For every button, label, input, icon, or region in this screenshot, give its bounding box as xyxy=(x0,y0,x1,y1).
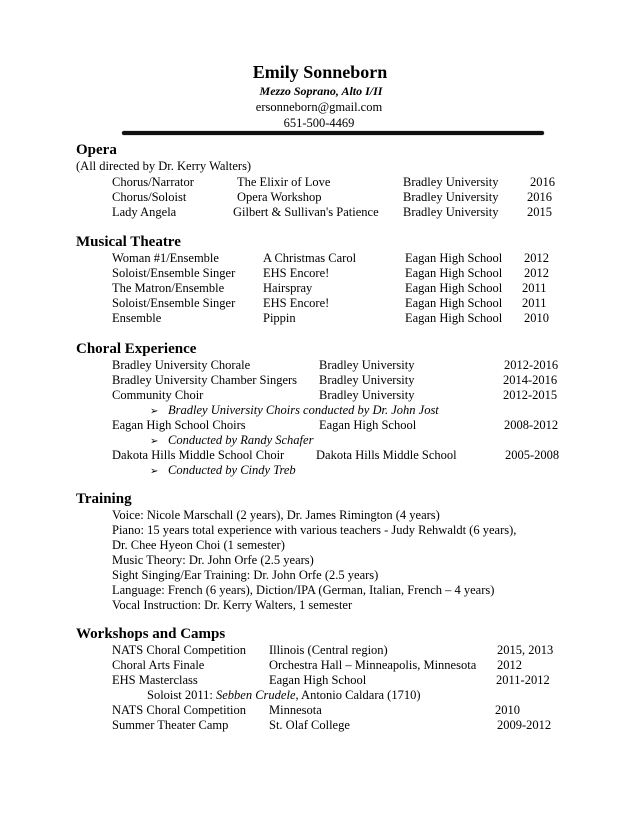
choral-venue: Bradley University xyxy=(319,358,415,372)
workshop-event: Choral Arts Finale xyxy=(112,658,205,672)
opera-year: 2016 xyxy=(530,175,555,189)
musical-role: Soloist/Ensemble Singer xyxy=(112,296,236,310)
choral-venue: Bradley University xyxy=(319,388,415,402)
choral-ensemble: Community Choir xyxy=(112,388,204,402)
choral-years: 2008-2012 xyxy=(504,418,559,432)
choral-venue: Bradley University xyxy=(319,373,415,387)
workshop-event: NATS Choral Competition xyxy=(112,703,247,717)
workshop-event: NATS Choral Competition xyxy=(112,643,247,657)
opera-venue: Bradley University xyxy=(403,190,499,204)
musical-venue: Eagan High School xyxy=(405,266,503,280)
musical-production: EHS Encore! xyxy=(263,266,330,280)
choral-note xyxy=(150,463,296,478)
training-line: Sight Singing/Ear Training: Dr. John Orfe (2.5 years) xyxy=(112,568,379,582)
musical-venue: Eagan High School xyxy=(405,311,503,325)
choral-years: 2005-2008 xyxy=(505,448,560,462)
opera-year: 2015 xyxy=(527,205,552,219)
musical-production: Hairspray xyxy=(263,281,313,295)
musical-production: EHS Encore! xyxy=(263,296,330,310)
section-musical-theatre-heading: Musical Theatre xyxy=(76,234,181,250)
choral-note xyxy=(150,403,439,418)
training-line: Dr. Chee Hyeon Choi (1 semester) xyxy=(112,538,285,552)
section-training-heading: Training xyxy=(76,491,132,507)
musical-production: Pippin xyxy=(263,311,296,325)
opera-subtitle: (All directed by Dr. Kerry Walters) xyxy=(76,159,252,173)
workshop-location: Illinois (Central region) xyxy=(269,643,388,657)
training-line: Language: French (6 years), Diction/IPA (German, Italian, French – 4 years) xyxy=(112,583,495,597)
section-opera-heading: Opera xyxy=(76,142,117,158)
workshop-years: 2015, 2013 xyxy=(497,643,554,657)
musical-venue: Eagan High School xyxy=(405,251,503,265)
opera-role: Chorus/Narrator xyxy=(112,175,194,189)
opera-role: Chorus/Soloist xyxy=(112,190,187,204)
musical-year: 2011 xyxy=(522,296,547,310)
section-workshops-heading: Workshops and Camps xyxy=(76,626,226,642)
workshop-years: 2010 xyxy=(495,703,520,717)
musical-year: 2012 xyxy=(524,251,549,265)
section-choral-heading: Choral Experience xyxy=(76,341,197,357)
choral-years: 2012-2016 xyxy=(504,358,559,372)
workshop-years: 2009-2012 xyxy=(497,718,552,732)
workshop-location: Orchestra Hall – Minneapolis, Minnesota xyxy=(269,658,477,672)
opera-role: Lady Angela xyxy=(112,205,177,219)
opera-venue: Bradley University xyxy=(403,175,499,189)
arrow-bullet-icon: ➢ xyxy=(150,436,159,447)
musical-role: Ensemble xyxy=(112,311,162,325)
workshop-location: St. Olaf College xyxy=(269,718,350,732)
choral-years: 2014-2016 xyxy=(503,373,558,387)
workshop-event: Summer Theater Camp xyxy=(112,718,229,732)
choral-ensemble: Dakota Hills Middle School Choir xyxy=(112,448,285,462)
musical-year: 2010 xyxy=(524,311,549,325)
soloist-piece: Sebben Crudele xyxy=(216,688,296,702)
training-line: Music Theory: Dr. John Orfe (2.5 years) xyxy=(112,553,314,567)
choral-note-text: Conducted by Cindy Treb xyxy=(168,463,296,477)
musical-year: 2011 xyxy=(522,281,547,295)
training-line: Piano: 15 years total experience with various teachers - Judy Rehwaldt (6 years), xyxy=(112,523,517,537)
phone-number: 651-500-4469 xyxy=(283,116,355,130)
email-address: ersonneborn@gmail.com xyxy=(255,100,383,114)
training-line: Vocal Instruction: Dr. Kerry Walters, 1 semester xyxy=(112,598,353,612)
opera-production: Opera Workshop xyxy=(237,190,322,204)
musical-year: 2012 xyxy=(524,266,549,280)
workshop-years: 2012 xyxy=(497,658,522,672)
choral-note xyxy=(150,433,313,448)
musical-production: A Christmas Carol xyxy=(263,251,357,265)
choral-note-text: Bradley University Choirs conducted by Dr. John Jost xyxy=(168,403,439,417)
musical-role: Soloist/Ensemble Singer xyxy=(112,266,236,280)
soloist-suffix: , Antonio Caldara (1710) xyxy=(295,688,421,702)
arrow-bullet-icon: ➢ xyxy=(150,466,159,477)
choral-venue: Eagan High School xyxy=(319,418,417,432)
header-rule xyxy=(122,131,544,135)
workshop-event: EHS Masterclass xyxy=(112,673,198,687)
opera-year: 2016 xyxy=(527,190,552,204)
musical-role: The Matron/Ensemble xyxy=(112,281,225,295)
choral-venue: Dakota Hills Middle School xyxy=(316,448,457,462)
choral-ensemble: Eagan High School Choirs xyxy=(112,418,246,432)
workshop-location: Eagan High School xyxy=(269,673,367,687)
choral-ensemble: Bradley University Chorale xyxy=(112,358,251,372)
soloist-prefix: Soloist 2011: xyxy=(147,688,216,702)
musical-role: Woman #1/Ensemble xyxy=(112,251,219,265)
choral-note-text: Conducted by Randy Schafer xyxy=(168,433,314,447)
workshop-location: Minnesota xyxy=(269,703,322,717)
voice-type: Mezzo Soprano, Alto I/II xyxy=(259,84,383,98)
opera-production: Gilbert & Sullivan's Patience xyxy=(233,205,379,219)
musical-venue: Eagan High School xyxy=(405,281,503,295)
opera-venue: Bradley University xyxy=(403,205,499,219)
resume-name: Emily Sonneborn xyxy=(252,62,388,82)
arrow-bullet-icon: ➢ xyxy=(150,406,159,417)
workshop-years: 2011-2012 xyxy=(496,673,550,687)
musical-venue: Eagan High School xyxy=(405,296,503,310)
opera-production: The Elixir of Love xyxy=(237,175,331,189)
choral-ensemble: Bradley University Chamber Singers xyxy=(112,373,298,387)
choral-years: 2012-2015 xyxy=(503,388,558,402)
training-line: Voice: Nicole Marschall (2 years), Dr. James Rimington (4 years) xyxy=(112,508,440,522)
